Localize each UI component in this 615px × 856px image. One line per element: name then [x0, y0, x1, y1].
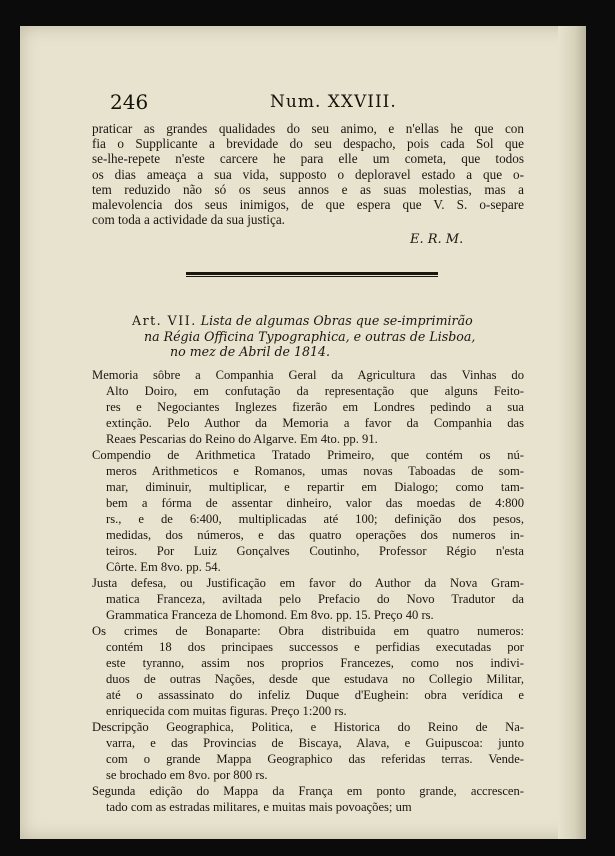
- text-line: os dias ameaça a sua vida, supposto o deploravel estado a que o-: [92, 166, 524, 182]
- text-line: se brochado em 8vo. por 800 rs.: [106, 768, 268, 782]
- text-line: Côrte. Em 8vo. pp. 54.: [106, 560, 221, 574]
- page-edge-shadow: [558, 26, 586, 839]
- text-line: Alto Doiro, em confutação da representação que alguns Feito-: [106, 384, 524, 398]
- text-line: até o assassinato do infeliz Duque d'Eughein: obra verídica e: [106, 688, 524, 702]
- signature-initials: E. R. M.: [410, 232, 464, 247]
- text-line: se-lhe-repete n'este carcere he para elle um cometa, que todos: [92, 151, 524, 167]
- article-label: Art. VII.: [132, 313, 197, 328]
- text-line: este tyranno, assim nos proprios Francezes, como nos indivi-: [106, 656, 524, 670]
- divider-thin-rule: [186, 276, 438, 277]
- text-line: Compendio de Arithmetica Tratado Primeiro, que contém os nú-: [92, 448, 524, 462]
- publication-entry: [92, 367, 524, 447]
- text-line: Memoria sôbre a Companhia Geral da Agricultura das Vinhas do: [92, 368, 524, 382]
- article-title-line: Lista de algumas Obras que se-imprimirão: [200, 313, 473, 328]
- text-line: Justa defesa, ou Justificação em favor do Author da Nova Gram-: [92, 576, 524, 590]
- article-title-line: no mez de Abril de 1814.: [170, 344, 331, 359]
- text-line: res e Negociantes Inglezes fizerão em Londres pedindo a sua: [106, 400, 524, 414]
- text-line: meros Arithmeticos e Romanos, umas novas Taboadas de som-: [106, 464, 524, 478]
- text-line: tem reduzido não só os seus annos e as suas molestias, mas a: [92, 181, 524, 197]
- text-line: medidas, dos números, e das quatro operações dos numeros in-: [106, 528, 524, 542]
- text-line: varra, e das Provincias de Biscaya, Alava, e Guipuscoa: junto: [106, 736, 524, 750]
- text-line: duos de outras Nações, desde que estudava no Collegio Militar,: [106, 672, 524, 686]
- text-line: extinção. Pelo Author da Memoria a favor da Companhia das: [106, 416, 524, 430]
- closing-paragraph: [92, 121, 524, 227]
- text-line: matica Franceza, aviltada pelo Prefacio do Novo Tradutor da: [106, 592, 524, 606]
- publication-entry: [92, 575, 524, 623]
- publication-entry: [92, 783, 524, 815]
- text-line: bem a fórma de assentar dinheiro, valor das moedas de 4:800: [106, 496, 524, 510]
- text-line: Reaes Pescarias do Reino do Algarve. Em 4to. pp. 91.: [106, 432, 378, 446]
- text-line: Segunda edição do Mappa da França em ponto grande, accrescen-: [92, 784, 524, 798]
- text-line: Descripção Geographica, Politica, e Historica do Reino de Na-: [92, 720, 524, 734]
- divider-thick-rule: [186, 272, 438, 275]
- text-line: Os crimes de Bonaparte: Obra distribuida em quatro numeros:: [92, 624, 524, 638]
- page-header: [110, 90, 530, 114]
- text-line: rs., e de 6:400, multiplicadas até 100; definição dos pesos,: [106, 512, 524, 526]
- text-line: com toda a actividade da sua justiça.: [92, 212, 285, 228]
- running-head: Num. XXVIII.: [270, 92, 397, 112]
- text-line: malevolencia dos seus inimigos, de que espera que V. S. o-separe: [92, 197, 524, 213]
- text-line: enriquecida com muitas figuras. Preço 1:200 rs.: [106, 704, 347, 718]
- publication-list: [92, 367, 524, 815]
- text-line: praticar as grandes qualidades do seu animo, e n'ellas he que con: [92, 121, 524, 136]
- article-heading: [132, 313, 524, 360]
- publication-entry: [92, 623, 524, 719]
- article-title-line: na Régia Officina Typographica, e outras de Lisboa,: [144, 328, 476, 344]
- text-line: teiros. Por Luiz Gonçalves Coutinho, Professor Régio n'esta: [106, 544, 524, 558]
- text-line: contém 18 dos principaes successos e perfidias executadas por: [106, 640, 524, 654]
- text-line: mar, diminuir, multiplicar, e repartir em Dialogo; como tam-: [106, 480, 524, 494]
- text-line: fia o Supplicante a brevidade do seu despacho, pois cada Sol que: [92, 136, 524, 152]
- page-number: 246: [110, 90, 149, 114]
- text-line: com o grande Mappa Geographico das referidas terras. Vende-: [106, 752, 524, 766]
- text-line: Grammatica Franceza de Lhomond. Em 8vo. pp. 15. Preço 40 rs.: [106, 608, 434, 622]
- publication-entry: [92, 447, 524, 575]
- section-divider: [186, 270, 438, 278]
- publication-entry: [92, 719, 524, 783]
- text-line: tado com as estradas militares, e muitas mais povoações; um: [106, 800, 412, 814]
